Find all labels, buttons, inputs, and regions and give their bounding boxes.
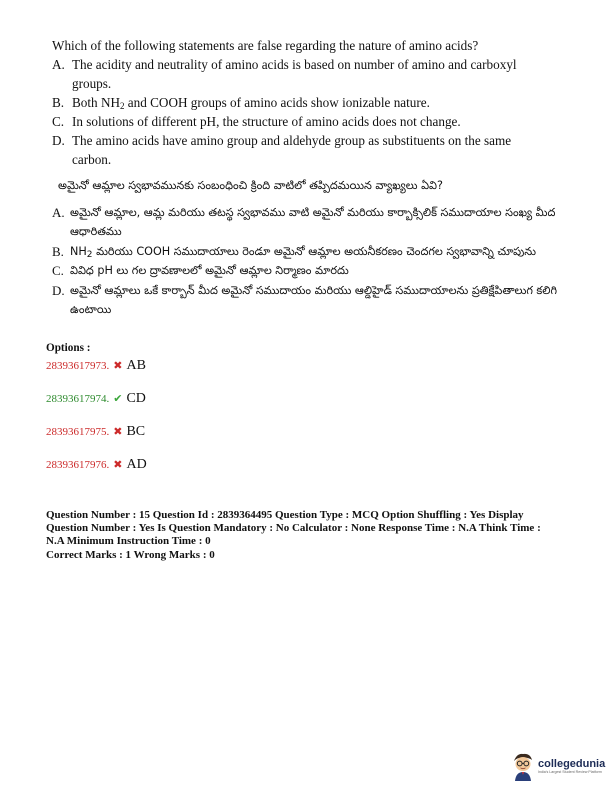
option-text: అమైనో ఆమ్లాలు ఒకే కార్బాన్ మీద అమైనో సముదాయం మరియు ఆల్డిహైడ్ సముదాయాలను ప్రతిక్షేపితాలుగ కలిగి ఉంటాయి — [70, 283, 557, 316]
option-en-b — [52, 93, 552, 112]
meta-line: Correct Marks : 1 Wrong Marks : 0 — [46, 548, 215, 561]
question-stem-en: Which of the following statements are false regarding the nature of amino acids? — [52, 38, 479, 53]
option-letter: A. — [52, 57, 65, 72]
answer-option-4 — [46, 457, 147, 473]
option-text: $NH_2$ మరియు COOH సముదాయాలు రెండూ అమైనో ఆమ్లాల అయనీకరణం చెందగల స్వభావాన్ని చూపును — [70, 244, 536, 260]
answer-value: AD — [126, 457, 147, 472]
option-en-c — [52, 112, 552, 131]
option-text: వివిధ pH లు గల ద్రావణాలలో అమైనో ఆమ్లాల నిర్మాణం మారదు — [70, 264, 349, 277]
brand-text — [538, 758, 605, 775]
question-telugu — [52, 176, 562, 320]
brand-name: collegedunia — [538, 757, 606, 770]
collegedunia-logo — [511, 751, 605, 781]
option-text: The amino acids have amino group and aldehyde group as substituents on the same carbon. — [72, 133, 512, 167]
answer-option-2 — [46, 391, 146, 407]
option-te-d — [52, 281, 562, 320]
option-en-d — [52, 131, 552, 169]
answer-id: 28393617976. — [46, 459, 110, 471]
option-letter: C. — [52, 263, 64, 278]
option-letter: B. — [52, 95, 65, 110]
question-stem-te: అమైనో ఆమ్లాల స్వభావమునకు సంబంధించి క్రింది వాటిలో తప్పిదమయిన వ్యాఖ్యలు ఏవి? — [58, 179, 443, 192]
answer-value: BC — [126, 424, 146, 439]
cross-icon: ✖ — [113, 458, 123, 471]
option-en-a — [52, 55, 552, 93]
option-letter: C. — [52, 114, 65, 129]
cross-icon: ✖ — [113, 425, 123, 438]
option-letter: D. — [52, 282, 65, 298]
mascot-icon — [511, 751, 535, 781]
option-te-a — [52, 203, 562, 242]
answer-id: 28393617973. — [46, 360, 110, 372]
options-heading: Options : — [46, 342, 91, 354]
question-metadata — [46, 509, 576, 562]
meta-line: Question Number : Yes Is Question Mandatory : No Calculator : None Response Time : N.A Think Time : — [46, 522, 541, 535]
option-letter: B. — [52, 243, 64, 259]
answer-value: CD — [126, 391, 146, 406]
option-text: Both $NH_2$ and COOH groups of amino acids show ionizable nature. — [72, 95, 430, 111]
meta-line: N.A Minimum Instruction Time : 0 — [46, 535, 211, 548]
option-text: The acidity and neutrality of amino acids is based on number of amino and carboxyl groups. — [72, 57, 517, 91]
option-te-c — [52, 261, 562, 281]
meta-line: Question Number : 15 Question Id : 2839364495 Question Type : MCQ Option Shuffling : Yes Display — [46, 509, 524, 521]
option-text: అమైనో ఆమ్లాల, ఆమ్ల మరియు తటస్థ స్వభావము వాటి అమైనో మరియు కార్బాక్సిలిక్ సముదాయాల సంఖ్య మీద ఆధారితము — [70, 205, 556, 238]
answer-option-1 — [46, 358, 146, 374]
question-english — [52, 36, 552, 169]
answer-id: 28393617975. — [46, 426, 110, 438]
option-te-b — [52, 242, 562, 262]
brand-tagline: India's Largest Student Review Platform — [538, 769, 602, 774]
option-letter: D. — [52, 133, 65, 148]
option-text: In solutions of different pH, the structure of amino acids does not change. — [72, 114, 461, 129]
cross-icon: ✖ — [113, 359, 123, 372]
answer-value: AB — [126, 358, 146, 373]
answer-id: 28393617974. — [46, 393, 110, 405]
option-letter: A. — [52, 204, 65, 220]
check-icon: ✔ — [113, 392, 123, 405]
answer-option-3 — [46, 424, 145, 440]
